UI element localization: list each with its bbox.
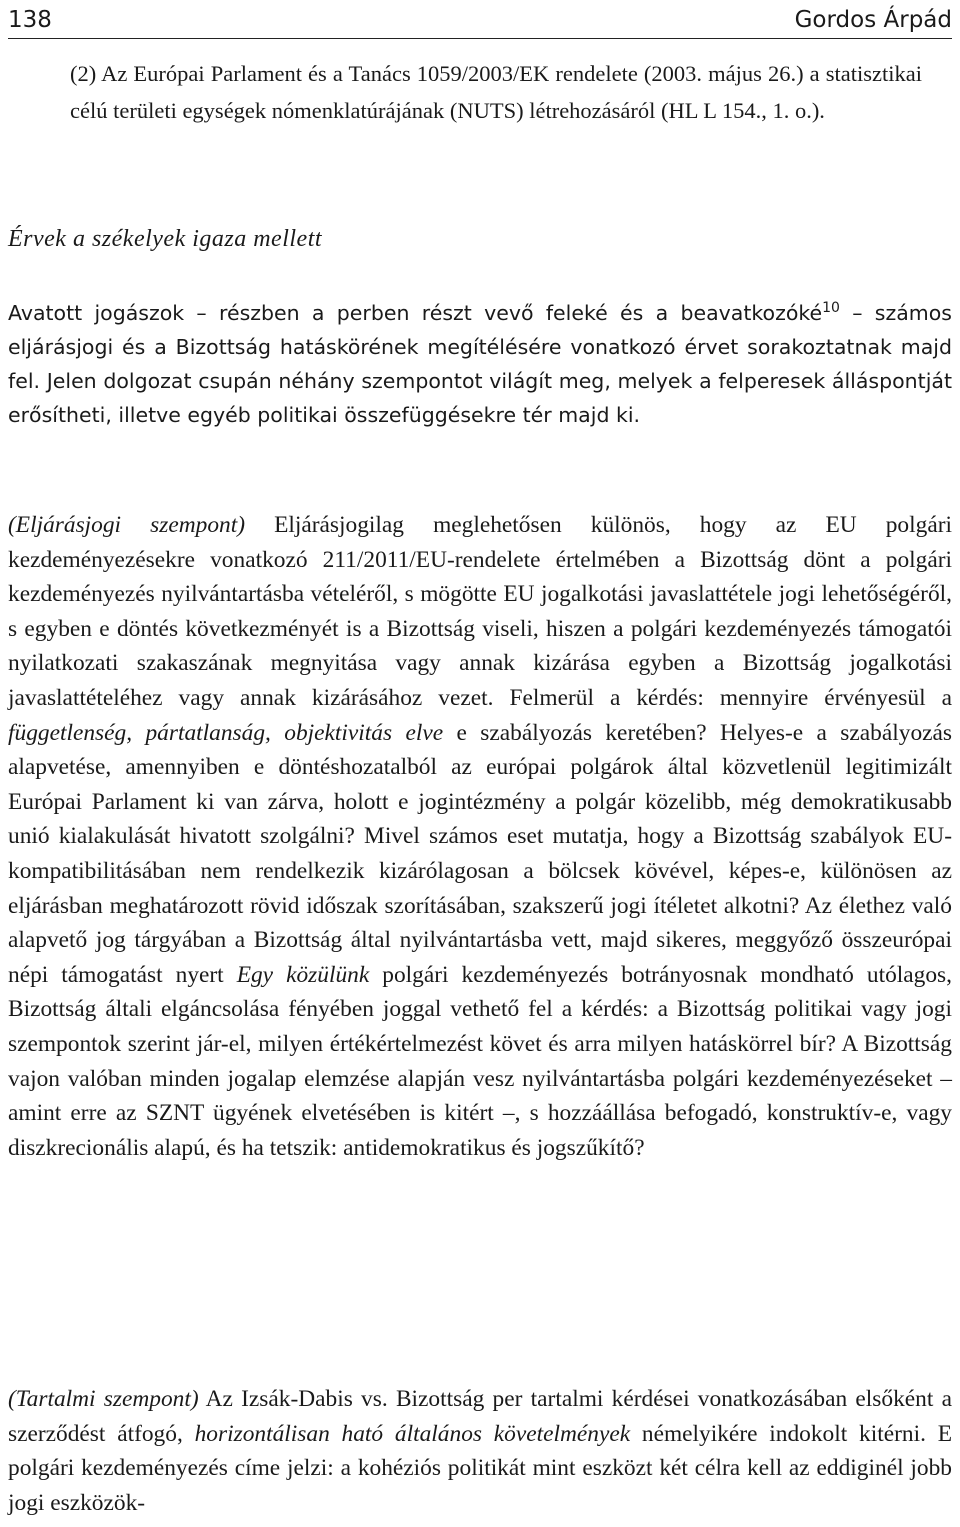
- paragraph-2: [8, 508, 952, 1165]
- page-number: 138: [8, 7, 52, 33]
- section-title: Érvek a székelyek igaza mellett: [8, 226, 323, 252]
- paragraph-1: [8, 296, 952, 432]
- paragraph-2-text-a: Eljárásjogilag meglehetősen különös, hogy az EU polgári kezdeményezésekre vonatkozó 211/2011/EU-rendelete értelmében a Bizottság dönt a polgári kezdeményezés nyilvántartásba vételéről, s mögötte EU jogalkotási javaslattétele jogi lehetőségéről, s egyben e döntés következményét is a Bizottság viseli, hiszen a polgári kezdeményezés támogatói nyilatkozati szakaszának megnyitása vagy annak kizárása egyben a Bizottság jogalkotási javaslattételéhez vagy annak kizárásához vezet. Felmerül a kérdés: mennyire érvényesül a: [8, 512, 952, 711]
- running-header: [8, 4, 952, 39]
- paragraph-1-text-b: – számos eljárásjogi és a Bizottság hatáskörének megítélésére vonatkozó érvet sorakoztatnak majd fel. Jelen dolgozat csupán néhány szempontot világít meg, melyek a felperesek álláspontját erősítheti, illetve egyéb politikai összefüggésekre tér majd ki.: [8, 301, 952, 427]
- paragraph-3-lead: (Tartalmi szempont): [8, 1386, 199, 1412]
- footnote-reference[interactable]: 10: [822, 300, 840, 317]
- paragraph-2-emphasis-a: függetlenség, pártatlanság, objektivitás elve: [8, 719, 444, 746]
- footnote-text: (2) Az Európai Parlament és a Tanács 1059/2003/EK rendelete (2003. május 26.) a statisztikai célú területi egységek nómenklatúrájának (NUTS) létrehozásáról (HL L 154., 1. o.).: [70, 61, 922, 123]
- paragraph-2-text-b: e szabályozás keretében? Helyes-e a szabályozás alapvetése, amennyiben e döntéshozatalból az európai polgárok által közvetlenül legitimizált Európai Parlament ki van zárva, holott e jogintézmény a polgár közelibb, még demokratikusabb unió kialakulását hivatott szolgálni? Mivel számos eset mutatja, hogy a Bizottság szabályok EU-kompatibilitásában nem rendelkezik kizárólagosan a bölcsek kövével, képes-e, különösen az eljárásban meghatározott rövid időszak szorításában, szakszerű jogi ítéletet alkotni? Az élethez való alapvető jog tárgyában a Bizottság által nyilvántartásba vett, majd sikeres, meggyőző összeurópai népi támogatást nyert: [8, 719, 953, 988]
- paragraph-1-text-a: Avatott jogászok – részben a perben részt vevő feleké és a beavatkozóké: [8, 301, 823, 325]
- running-author: Gordos Árpád: [794, 7, 952, 33]
- paragraph-2-text-c: polgári kezdeményezés botrányosnak mondható utólagos, Bizottság általi elgáncsolása fényében joggal vethető fel a kérdés: a Bizottság politikai vagy jogi szempontok szerint jár-el, milyen értékértelmezést követ és arra milyen hatáskörrel bír? A Bizottság vajon valóban minden jogalap elemzése alapján vesz nyilvántartásba polgári kezdeményezéseket – amint erre az SZNT ügyének elvetésében is kitért –, s hozzáállása befogadó, konstruktív-e, vagy diszkrecionális alapú, és ha tetszik: antidemokratikus és jogszűkítő?: [8, 961, 952, 1161]
- paragraph-2-emphasis-b: Egy közülünk: [236, 961, 370, 988]
- footnote: [70, 55, 922, 129]
- paragraph-3-emphasis: horizontálisan ható általános követelmények: [194, 1420, 631, 1447]
- paragraph-3-text-a: Az Izsák-Dabis vs. Bizottság per tartalmi kérdései vonatkozásában elsőként a szerződést átfogó,: [8, 1386, 953, 1447]
- paragraph-3-text-b: némelyikére indokolt kitérni. E polgári kezdeményezés címe jelzi: a kohéziós politikát mint eszközt két célra kell az eddiginél jobb jogi eszközök-: [8, 1420, 952, 1516]
- paragraph-3: [8, 1382, 952, 1520]
- paragraph-2-lead: (Eljárásjogi szempont): [8, 512, 245, 538]
